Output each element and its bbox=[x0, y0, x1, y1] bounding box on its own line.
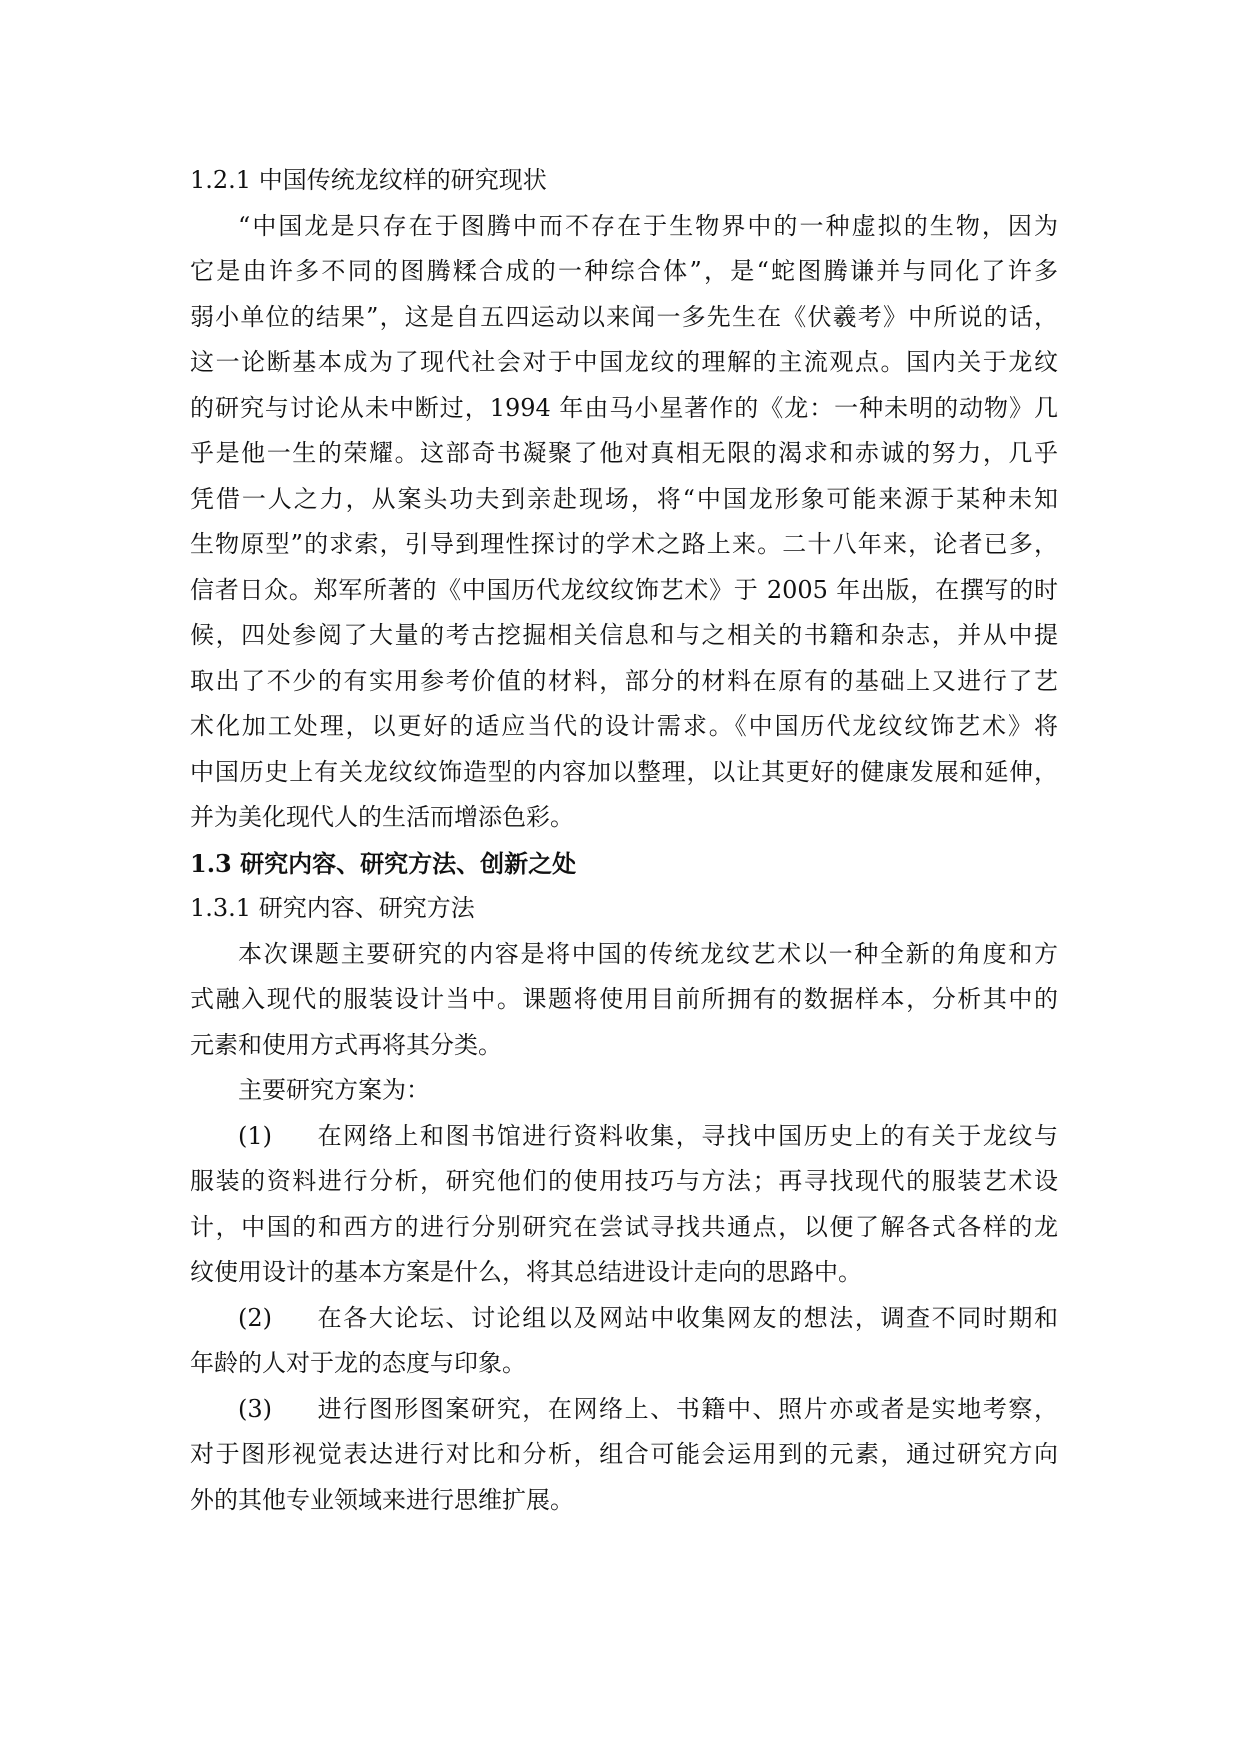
paragraph-line: 候，四处参阅了大量的考古挖掘相关信息和与之相关的书籍和杂志，并从中提 bbox=[190, 621, 1058, 649]
paragraph-line: 信者日众。郑军所著的《中国历代龙纹纹饰艺术》于 2005 年出版，在撰写的时 bbox=[190, 575, 1058, 604]
document-page bbox=[190, 158, 1058, 1523]
paragraph-line: 乎是他一生的荣耀。这部奇书凝聚了他对真相无限的渴求和赤诚的努力，几乎 bbox=[190, 439, 1058, 467]
paragraph-line: 对于图形视觉表达进行对比和分析，组合可能会运用到的元素，通过研究方向 bbox=[190, 1440, 1058, 1468]
paragraph-line: 取出了不少的有实用参考价值的材料，部分的材料在原有的基础上又进行了艺 bbox=[190, 666, 1058, 695]
list-item-text: 在网络上和图书馆进行资料收集，寻找中国历史上的有关于龙纹与 bbox=[316, 1121, 1058, 1150]
paragraph-line: 术化加工处理，以更好的适应当代的设计需求。《中国历代龙纹纹饰艺术》将 bbox=[190, 712, 1058, 740]
list-item-first-line bbox=[190, 1114, 1058, 1160]
list-item-first-line bbox=[190, 1296, 1058, 1342]
subsection-heading-1-3-1: 1.3.1 研究内容、研究方法 bbox=[190, 894, 475, 922]
list-item-number: (3) bbox=[238, 1394, 272, 1423]
plan-label: 主要研究方案为： bbox=[238, 1076, 430, 1104]
paragraph-line: 元素和使用方式再将其分类。 bbox=[190, 1030, 502, 1059]
paragraph-line: 计，中国的和西方的进行分别研究在尝试寻找共通点，以便了解各式各样的龙 bbox=[190, 1212, 1058, 1241]
paragraph-line: 的研究与讨论从未中断过，1994 年由马小星著作的《龙：一种未明的动物》几 bbox=[190, 393, 1058, 422]
list-item-number: (2) bbox=[238, 1303, 272, 1332]
paragraph-line: 年龄的人对于龙的态度与印象。 bbox=[190, 1349, 526, 1377]
subsection-heading-1-2-1: 1.2.1 中国传统龙纹样的研究现状 bbox=[190, 166, 547, 194]
paragraph-line: 并为美化现代人的生活而增添色彩。 bbox=[190, 803, 574, 831]
paragraph-line: 这一论断基本成为了现代社会对于中国龙纹的理解的主流观点。国内关于龙纹 bbox=[190, 348, 1058, 376]
paragraph-line: 凭借一人之力，从案头功夫到亲赴现场，将“中国龙形象可能来源于某种未知 bbox=[190, 484, 1058, 513]
list-item-text: 进行图形图案研究，在网络上、书籍中、照片亦或者是实地考察， bbox=[316, 1394, 1058, 1423]
paragraph-line: 纹使用设计的基本方案是什么，将其总结进设计走向的思路中。 bbox=[190, 1258, 862, 1286]
list-item-text: 在各大论坛、讨论组以及网站中收集网友的想法，调查不同时期和 bbox=[316, 1303, 1058, 1332]
paragraph-line: 中国历史上有关龙纹纹饰造型的内容加以整理，以让其更好的健康发展和延伸， bbox=[190, 757, 1058, 786]
paragraph-line: 服装的资料进行分析，研究他们的使用技巧与方法；再寻找现代的服装艺术设 bbox=[190, 1167, 1058, 1195]
paragraph-line: 式融入现代的服装设计当中。课题将使用目前所拥有的数据样本，分析其中的 bbox=[190, 985, 1058, 1013]
paragraph-line: 本次课题主要研究的内容是将中国的传统龙纹艺术以一种全新的角度和方 bbox=[238, 939, 1058, 968]
paragraph-line: 外的其他专业领域来进行思维扩展。 bbox=[190, 1485, 574, 1514]
paragraph-line: 它是由许多不同的图腾糅合成的一种综合体”，是“蛇图腾谦并与同化了许多 bbox=[190, 257, 1058, 285]
list-item-number: (1) bbox=[238, 1121, 272, 1150]
section-heading-1-3: 1.3 研究内容、研究方法、创新之处 bbox=[190, 848, 577, 878]
paragraph-line: 生物原型”的求索，引导到理性探讨的学术之路上来。二十八年来，论者已多， bbox=[190, 530, 1058, 558]
list-item-first-line bbox=[190, 1387, 1058, 1433]
paragraph-line: 弱小单位的结果”，这是自五四运动以来闻一多先生在《伏羲考》中所说的话， bbox=[190, 302, 1058, 331]
paragraph-line: “中国龙是只存在于图腾中而不存在于生物界中的一种虚拟的生物，因为 bbox=[238, 211, 1058, 240]
